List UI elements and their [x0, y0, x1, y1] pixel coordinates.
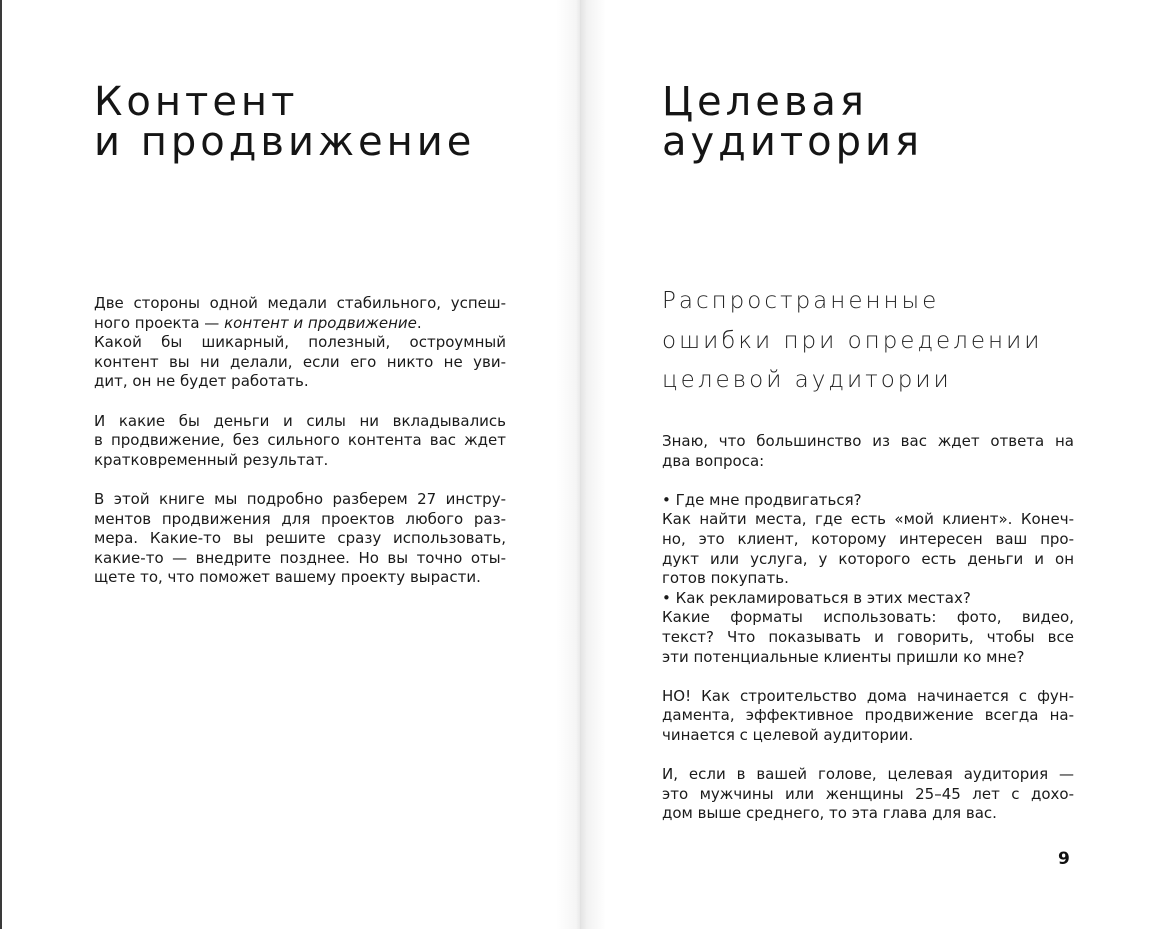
left-title-line-2: и продвижение	[94, 119, 476, 165]
text-line: Какие форматы использовать: фото, видео,	[662, 608, 1074, 627]
page-number: 9	[1058, 849, 1070, 869]
text-line: в продвижение, без сильного контента вас ждет	[94, 431, 506, 450]
text-line: ментов продвижения для проектов любого раз-	[94, 509, 506, 528]
subtitle-line: Распространенные	[662, 288, 940, 314]
right-page-title	[662, 79, 924, 165]
text-line: дукт или услуга, у которого есть деньги и он	[662, 549, 1074, 568]
book-gutter-shadow	[556, 0, 606, 929]
bullet-question: • Где мне продвигаться?	[662, 490, 862, 509]
text-line: щете то, что поможет вашему проекту вырасти.	[94, 568, 481, 587]
text-line: И, если в вашей голове, целевая аудитория —	[662, 765, 1074, 784]
text-line: дит, он не будет работать.	[94, 372, 309, 391]
right-page-body	[662, 432, 1074, 824]
left-title-line-1: Контент	[94, 79, 299, 125]
text-line: мера. Какие-то вы решите сразу использовать,	[94, 529, 506, 548]
emphasis-text: контент и продвижение	[224, 313, 417, 332]
text-segment: .	[416, 313, 422, 332]
bullet-question: • Как рекламироваться в этих местах?	[662, 588, 971, 607]
text-line: НО! Как строительство дома начинается с фун-	[662, 686, 1074, 705]
text-line: контент вы ни делали, если его никто не уви-	[94, 352, 506, 371]
subtitle-line: целевой аудитории	[662, 367, 952, 393]
text-line: текст? Что показывать и говорить, чтобы все	[662, 627, 1074, 646]
text-line: Знаю, что большинство из вас ждет ответа на	[662, 432, 1074, 450]
text-line: чинается с целевой аудитории.	[662, 725, 914, 744]
text-line: Две стороны одной медали стабильного, успеш-	[94, 294, 506, 312]
text-line: это мужчины или женщины 25–45 лет с дохо-	[662, 784, 1074, 803]
text-line	[94, 314, 506, 334]
text-line: кратковременный результат.	[94, 450, 329, 469]
text-line: какие-то — внедрите позднее. Но вы точно оты-	[94, 548, 506, 567]
text-line: Как найти места, где есть «мой клиент». Конеч-	[662, 510, 1074, 529]
text-line: эти потенциальные клиенты пришли ко мне?	[662, 647, 1025, 666]
right-title-line-1: Целевая	[662, 79, 868, 125]
text-line: готов покупать.	[662, 569, 789, 588]
text-line: И какие бы деньги и силы ни вкладывались	[94, 411, 506, 430]
left-page-body	[94, 294, 506, 588]
text-line: Какой бы шикарный, полезный, остроумный	[94, 333, 506, 352]
text-line: но, это клиент, которому интересен ваш про-	[662, 529, 1074, 548]
text-line: дом выше среднего, то эта глава для вас.	[662, 804, 997, 823]
right-title-line-2: аудитория	[662, 119, 924, 165]
page-edge-line	[0, 0, 2, 929]
text-line: дамента, эффективное продвижение всегда на-	[662, 706, 1074, 725]
left-page-title	[94, 79, 476, 165]
text-line: В этой книге мы подробно разберем 27 инстру-	[94, 489, 506, 508]
section-subtitle	[662, 282, 1042, 401]
book-gutter-line	[580, 0, 581, 929]
text-segment: ного проекта —	[94, 313, 225, 332]
subtitle-line: ошибки при определении	[662, 327, 1043, 354]
text-line: два вопроса:	[662, 451, 765, 470]
